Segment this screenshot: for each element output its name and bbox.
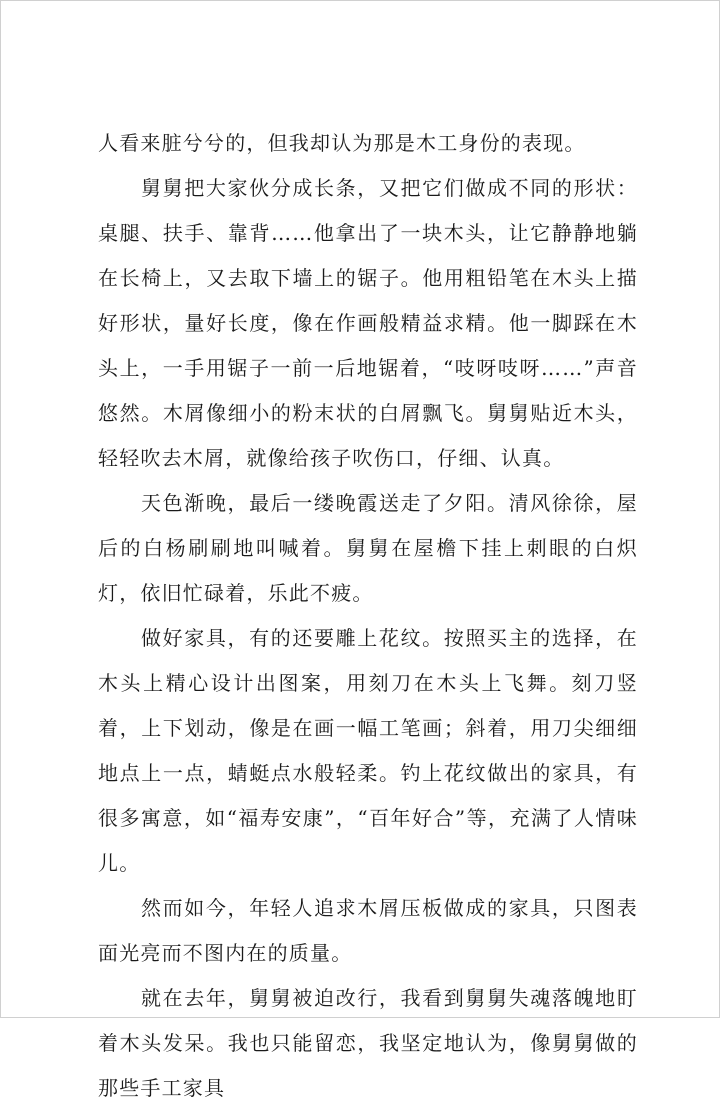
paragraph-1: 人看来脏兮兮的，但我却认为那是木工身份的表现。 <box>98 131 586 155</box>
paragraph-6: 就在去年，舅舅被迫改行，我看到舅舅失魂落魄地盯着木头发呆。我也只能留恋，我坚定地认为，像舅舅做的那些手工家具 <box>98 986 638 1100</box>
paragraph-4: 做好家具，有的还要雕上花纹。按照买主的选择，在木头上精心设计出图案，用刻刀在木头上飞舞。刻刀竖着，上下划动，像是在画一幅工笔画；斜着，用刀尖细细地点上一点，蜻蜓点水般轻柔。钓上花纹做出的家具，有很多寓意，如“福寿安康”，“百年好合”等，充满了人情味儿。 <box>98 626 638 875</box>
paragraph-3: 天色渐晚，最后一缕晚霞送走了夕阳。清风徐徐，屋后的白杨刷刷地叫喊着。舅舅在屋檐下挂上刺眼的白炽灯，依旧忙碌着，乐此不疲。 <box>98 491 638 605</box>
body-text <box>98 121 638 1111</box>
paragraph-2: 舅舅把大家伙分成长条，又把它们做成不同的形状：桌腿、扶手、靠背……他拿出了一块木头，让它静静地躺在长椅上，又去取下墙上的锯子。他用粗铅笔在木头上描好形状，量好长度，像在作画般精益求精。他一脚踩在木头上，一手用锯子一前一后地锯着，“吱呀吱呀……”声音悠然。木屑像细小的粉末状的白屑飘飞。舅舅贴近木头，轻轻吹去木屑，就像给孩子吹伤口，仔细、认真。 <box>98 176 638 470</box>
paragraph-5: 然而如今，年轻人追求木屑压板做成的家具，只图表面光亮而不图内在的质量。 <box>98 896 638 965</box>
